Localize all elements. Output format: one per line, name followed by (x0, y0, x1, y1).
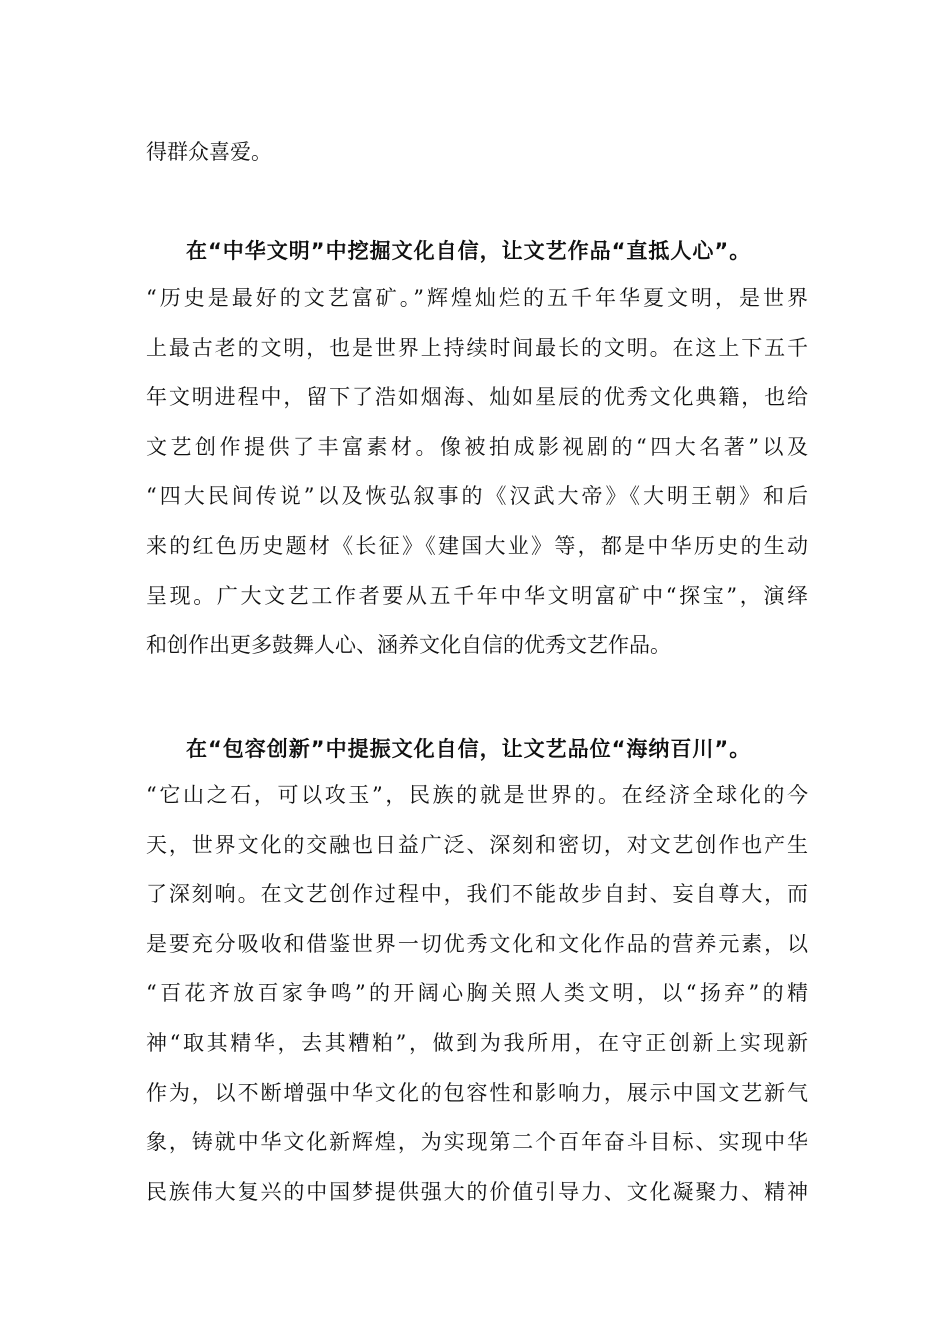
paragraph-line: “四大民间传说”以及恢弘叙事的《汉武大帝》《大明王朝》和后 (146, 484, 808, 509)
paragraph-line: “百花齐放百家争鸣”的开阔心胸关照人类文明，以“扬弃”的精 (146, 981, 808, 1006)
paragraph-line: 上最古老的文明，也是世界上持续时间最长的文明。在这上下五千 (146, 335, 808, 360)
paragraph-line: 神“取其精华，去其糟粕”，做到为我所用，在守正创新上实现新 (146, 1030, 808, 1055)
paragraph-line: 了深刻响。在文艺创作过程中，我们不能故步自封、妄自尊大，而 (146, 882, 808, 907)
section-2-paragraph (146, 771, 808, 1217)
intro-paragraph (146, 128, 808, 178)
paragraph-line: 来的红色历史题材《长征》《建国大业》等，都是中华历史的生动 (146, 533, 808, 558)
paragraph-line: 得群众喜爱。 (146, 140, 272, 164)
paragraph-line: 是要充分吸收和借鉴世界一切优秀文化和文化作品的营养元素，以 (146, 931, 808, 956)
paragraph-line: “它山之石，可以攻玉”，民族的就是世界的。在经济全球化的今 (146, 783, 808, 807)
section-heading-1: 在“中华文明”中挖掘文化自信，让文艺作品“直抵人心”。 (186, 239, 752, 263)
paragraph-line: 年文明进程中，留下了浩如烟海、灿如星辰的优秀文化典籍，也给 (146, 385, 808, 410)
paragraph-line: 象，铸就中华文化新辉煌，为实现第二个百年奋斗目标、实现中华 (146, 1130, 808, 1155)
paragraph-line: 天，世界文化的交融也日益广泛、深刻和密切，对文艺创作也产生 (146, 832, 808, 857)
paragraph-line: 和创作出更多鼓舞人心、涵养文化自信的优秀文艺作品。 (146, 633, 671, 658)
paragraph-line: 作为，以不断增强中华文化的包容性和影响力，展示中国文艺新气 (146, 1080, 808, 1105)
paragraph-line: 文艺创作提供了丰富素材。像被拍成影视剧的“四大名著”以及 (146, 434, 808, 459)
paragraph-line: 呈现。广大文艺工作者要从五千年中华文明富矿中“探宝”，演绎 (146, 583, 808, 608)
section-heading-2: 在“包容创新”中提振文化自信，让文艺品位“海纳百川”。 (186, 737, 752, 761)
paragraph-line: “历史是最好的文艺富矿。”辉煌灿烂的五千年华夏文明，是世界 (146, 286, 808, 310)
paragraph-line: 民族伟大复兴的中国梦提供强大的价值引导力、文化凝聚力、精神 (146, 1179, 808, 1204)
section-1-paragraph (146, 274, 808, 671)
